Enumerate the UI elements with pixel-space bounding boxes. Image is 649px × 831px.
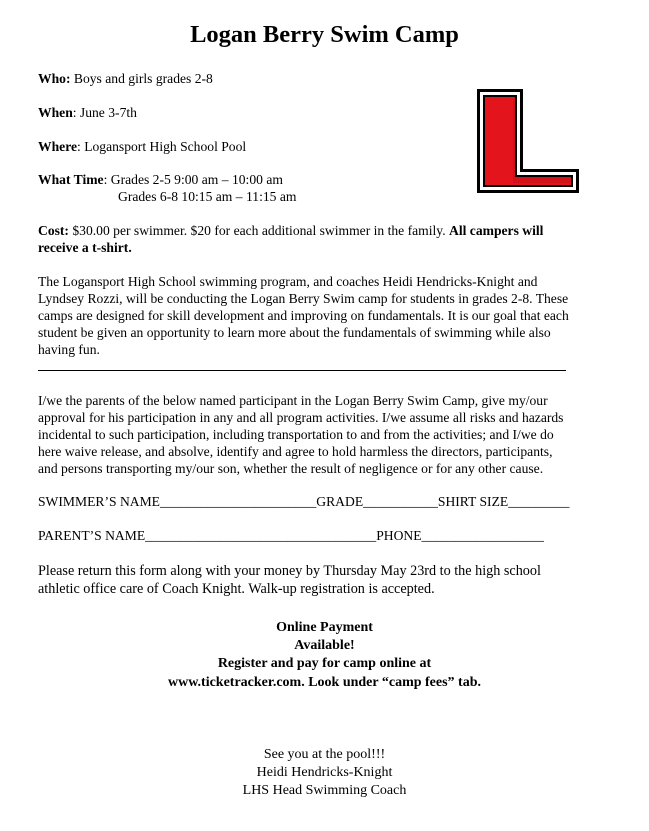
who-line xyxy=(38,70,213,87)
intro-line-5: having fun. xyxy=(38,342,100,357)
signoff-name: Heidi Hendricks-Knight xyxy=(256,765,393,780)
return-note-line-2: athletic office care of Coach Knight. Walk-up registration is accepted. xyxy=(38,581,435,597)
form-line-swimmer: SWIMMER’S NAME_______________________GRADE___________SHIRT SIZE_________ xyxy=(38,494,570,509)
where-label: Where xyxy=(38,139,78,154)
page-title: Logan Berry Swim Camp xyxy=(190,21,459,48)
online-payment-heading: Online Payment xyxy=(276,620,373,635)
what-time-line-2: Grades 6-8 10:15 am – 11:15 am xyxy=(118,189,297,204)
cost-bold-tail: All campers will xyxy=(449,223,544,238)
who-value: Boys and girls grades 2-8 xyxy=(73,71,213,86)
waiver-line-5: and persons transporting my/our son, whether the result of negligence or for any other cause. xyxy=(38,461,544,476)
online-website: www.ticketracker.com. Look under “camp fees” tab. xyxy=(167,675,482,690)
online-available: Available! xyxy=(294,638,355,653)
form-line-parent: PARENT’S NAME__________________________________PHONE__________________ xyxy=(38,528,544,543)
block-letter-L-logo xyxy=(475,87,581,195)
waiver-line-3: incidental to such participation, including transportation to and from the activities; and I/we do xyxy=(38,427,554,442)
waiver-line-4: here waive release, and absolve, identify and agree to hold harmless the directors, participants, xyxy=(38,444,553,459)
waiver-line-1: I/we the parents of the below named participant in the Logan Berry Swim Camp, give my/our xyxy=(38,393,548,408)
when-label: When xyxy=(38,105,73,120)
online-register: Register and pay for camp online at xyxy=(217,656,432,671)
cost-line-2: receive a t-shirt. xyxy=(38,240,132,255)
return-note-line-1: Please return this form along with your money by Thursday May 23rd to the high school xyxy=(38,563,541,579)
cost-text: $30.00 per swimmer. $20 for each additional swimmer in the family. xyxy=(68,223,450,238)
intro-line-4: student be given an opportunity to learn more about the fundamentals of swimming while also xyxy=(38,325,551,340)
waiver-line-2: approval for his participation in any and all program activities. I/we assume all risks and hazards xyxy=(38,410,564,425)
where-value: : Logansport High School Pool xyxy=(77,139,247,154)
when-value: : June 3-7th xyxy=(72,105,137,120)
what-time-value-1: : Grades 2-5 9:00 am – 10:00 am xyxy=(103,172,283,187)
divider-rule xyxy=(38,370,566,371)
what-time-label: What Time xyxy=(38,172,104,187)
signoff-line-1: See you at the pool!!! xyxy=(263,747,386,762)
intro-line-1: The Logansport High School swimming program, and coaches Heidi Hendricks-Knight and xyxy=(38,274,538,289)
cost-line-1 xyxy=(38,222,543,239)
cost-label: Cost: xyxy=(38,223,69,238)
who-label: Who: xyxy=(38,71,71,86)
what-time-line-1 xyxy=(38,171,283,188)
where-line xyxy=(38,138,246,155)
intro-line-3: camps are designed for skill development and improving on fundamentals. It is our goal that each xyxy=(38,308,569,323)
intro-line-2: Lyndsey Rozzi, will be conducting the Logan Berry Swim camp for students in grades 2-8. These xyxy=(38,291,569,306)
signoff-title: LHS Head Swimming Coach xyxy=(242,783,407,798)
when-line xyxy=(38,104,137,121)
